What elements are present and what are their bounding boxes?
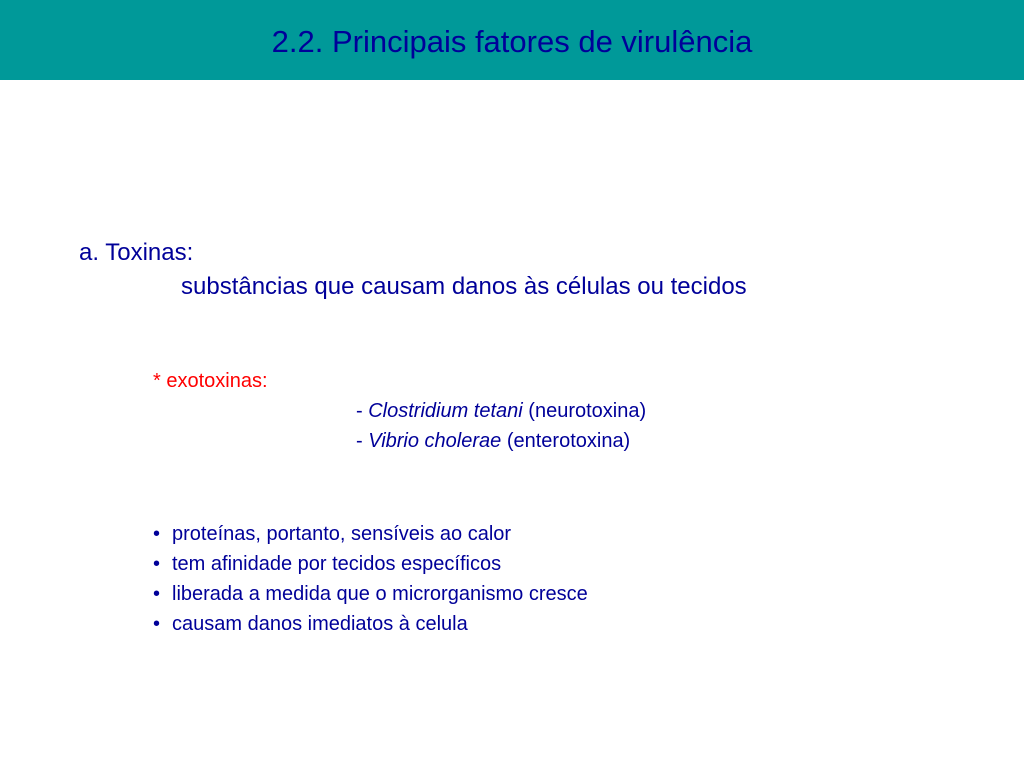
example-vibrio	[356, 428, 630, 454]
toxins-definition: substâncias que causam danos às células ou tecidos	[181, 273, 747, 300]
list-item-text: tem afinidade por tecidos específicos	[172, 553, 502, 575]
list-item-text: liberada a medida que o microrganismo cresce	[172, 583, 588, 605]
example-dash: -	[356, 430, 369, 452]
list-item-text: proteínas, portanto, sensíveis ao calor	[172, 523, 512, 545]
example-dash: -	[356, 400, 369, 422]
toxins-heading: a. Toxinas:	[79, 239, 194, 266]
bullet-icon: •	[153, 613, 161, 635]
list-item	[153, 519, 588, 549]
bullet-icon: •	[153, 583, 161, 605]
toxin-type: (neurotoxina)	[522, 400, 647, 422]
properties-list	[153, 519, 588, 639]
species-name: Clostridium tetani	[368, 400, 523, 422]
example-clostridium	[356, 398, 646, 424]
exotoxins-label: * exotoxinas:	[153, 370, 268, 392]
bullet-icon: •	[153, 553, 161, 575]
bullet-icon: •	[153, 523, 161, 545]
toxin-type: (enterotoxina)	[501, 430, 631, 452]
slide-title: 2.2. Principais fatores de virulência	[271, 24, 753, 59]
list-item	[153, 609, 588, 639]
species-name: Vibrio cholerae	[368, 430, 502, 452]
list-item	[153, 579, 588, 609]
list-item	[153, 549, 588, 579]
list-item-text: causam danos imediatos à celula	[172, 613, 468, 635]
